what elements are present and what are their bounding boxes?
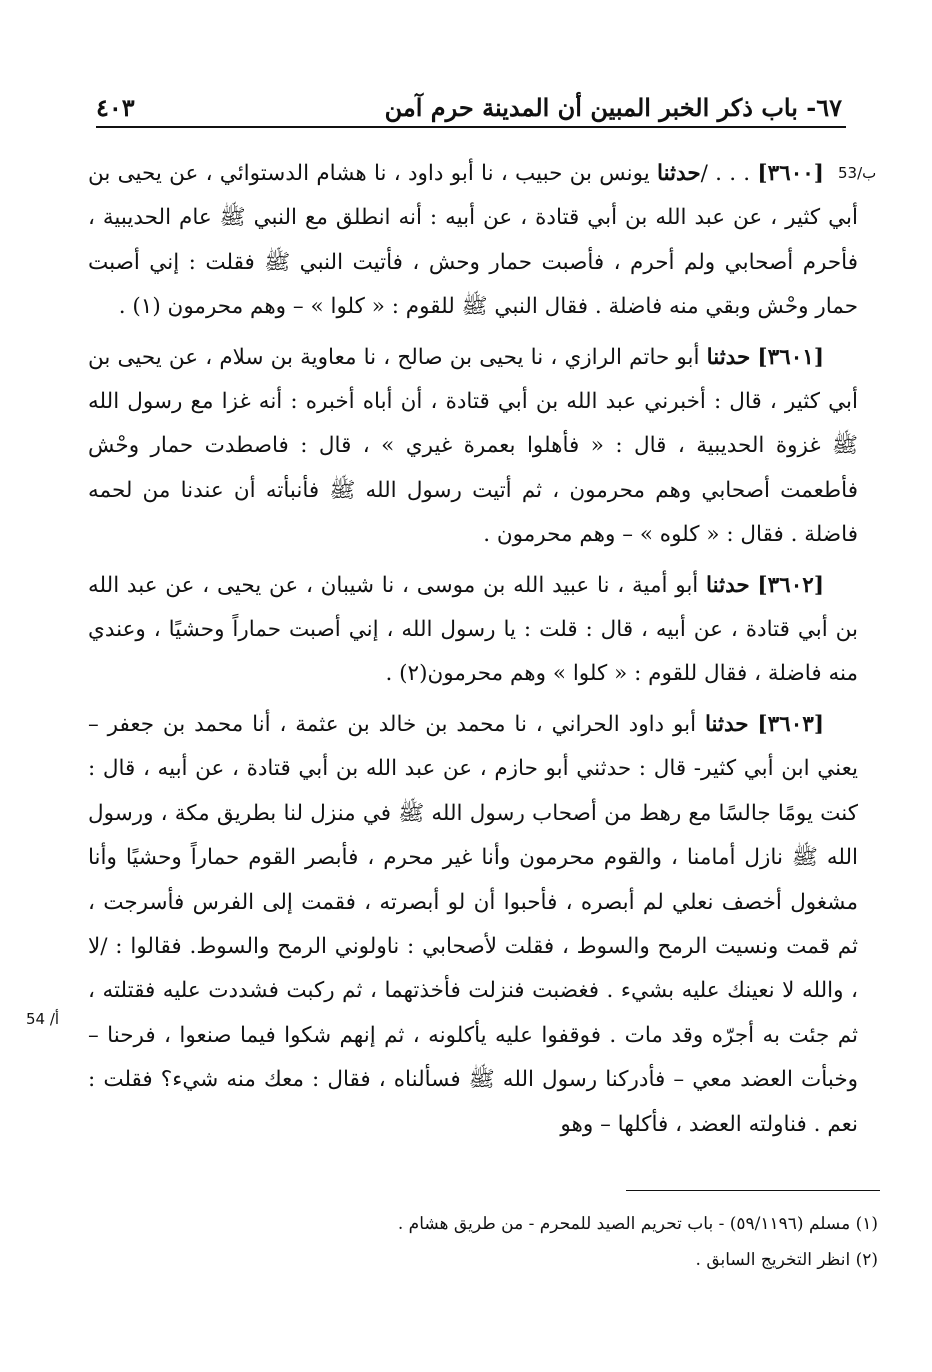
page-number: ٤٠٣ [96,93,135,122]
hadith-head-word: حدثنا [704,711,749,737]
hadith-number: [٣٦٠٢] [757,572,824,598]
footnotes [78,1206,878,1278]
hadith-head-word: حدثنا [706,344,751,370]
hadith-body: يونس بن حبيب ، نا أبو داود ، نا هشام الدستوائي ، عن يحيى بن أبي كثير ، عن عبد الله بن أبي قتادة ، عن أبيه : أنه انطلق مع النبي ﷺ عام الحديبية ، فأحرم أصحابي ولم أحرم ، فأصبت حمار وحش ، فأتيت النبي ﷺ فقلت : إني أصبت حمار وحْش وبقي منه فاضلة . فقال النبي ﷺ للقوم : « كلوا » – وهم محرمون (١) . [88,161,858,320]
footnote: (٢) انظر التخريج السابق . [695,1250,878,1270]
hadith-paragraph [88,703,858,1147]
footnote: (١) مسلم (٥٩/١١٩٦) - باب تحريم الصيد للمحرم - من طريق هشام . [397,1214,878,1234]
footnote-rule [626,1190,880,1191]
hadith-number: [٣٦٠٣] [757,711,824,737]
hadith-paragraph [88,152,858,330]
hadith-body: أبو أمية ، نا عبيد الله بن موسى ، نا شيبان ، عن يحيى ، عن عبد الله بن أبي قتادة ، عن أبيه ، قال : قلت : يا رسول الله ، إني أصبت حماراً وحشيًا ، وعندي منه فاضلة ، فقال للقوم : « كلوا » وهم محرمون(٢) . [88,572,858,687]
margin-folio-note: 54 /أ [26,1010,60,1028]
chapter-title: ٦٧- باب ذكر الخبر المبين أن المدينة حرم آمن [384,93,842,122]
hadith-number: [٣٦٠١] [757,344,824,370]
hadith-body: أبو حاتم الرازي ، نا يحيى بن صالح ، نا معاوية بن سلام ، عن يحيى بن أبي كثير ، قال : أخبرني عبد الله بن أبي قتادة ، أن أباه أخبره : أنه غزا مع رسول الله ﷺ غزوة الحديبية ، قال : « فأهلوا بعمرة غيري » ، قال : فاصطدت حمار وحْش فأطعمت أصحابي وهم محرمون ، ثم أتيت رسول الله ﷺ فأنبأته أن عندنا من لحمه فاضلة . فقال : « كلوه » – وهم محرمون . [88,344,858,548]
hadith-number: [٣٦٠٠] [757,161,824,186]
hadith-body: أبو داود الحراني ، نا محمد بن خالد بن عثمة ، أنا محمد بن جعفر – يعني ابن أبي كثير- قال : حدثني أبو حازم ، عن عبد الله بن أبي قتادة ، عن أبيه ، قال : كنت يومًا جالسًا مع رهط من أصحاب رسول الله ﷺ في منزل لنا بطريق مكة ، ورسول الله ﷺ نازل أمامنا ، والقوم محرمون وأنا غير محرم ، فأبصر القوم حماراً وحشيًا وأنا مشغول أخصف نعلي لم أبصره ، فأحبوا أن لو أبصرته ، فقمت إلى الفرس فأسرجت ، ثم قمت ونسيت الرمح والسوط ، فقلت لأصحابي : ناولوني الرمح والسوط. فقالوا : /لا ، والله لا نعينك عليه بشيء . فغضبت فنزلت فأخذتهما ، ثم ركبت فشددت عليه فقتلته ، ثم جئت به أجرّه وقد مات . فوقفوا عليه يأكلونه ، ثم إنهم شكوا فيما صنعوا ، فرحنا – وخبأت العضد معي – فأدركنا رسول الله ﷺ فسألناه ، فقال : معك منه شيء؟ فقلت : نعم . فناولته العضد ، فأكلها – وهو [88,711,859,1137]
margin-folio-note: 53/ب [838,164,877,182]
hadith-lead: . . . / [700,161,758,186]
page-header [96,78,842,122]
header-rule [96,126,846,128]
hadith-text [88,152,858,1153]
hadith-head-word: حدثنا [706,572,750,598]
hadith-paragraph [88,336,858,558]
hadith-paragraph [88,564,858,697]
hadith-head-word: حدثنا [657,161,701,186]
